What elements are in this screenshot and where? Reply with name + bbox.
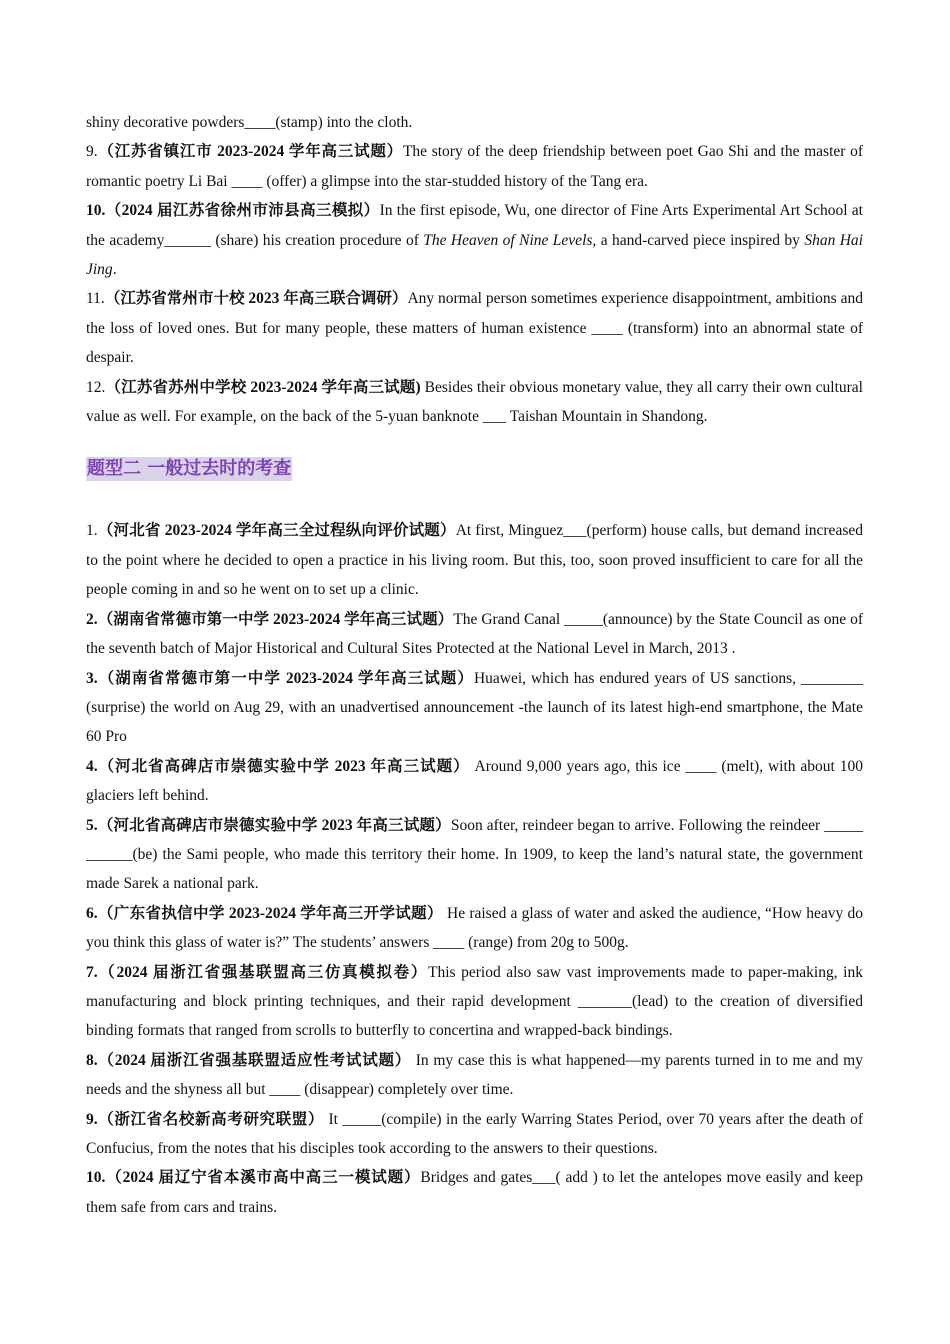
question-source: （浙江省名校新高考研究联盟）: [97, 1110, 325, 1128]
question-item: [86, 1046, 863, 1105]
question-source: （湖南省常德市第一中学 2023-2024 学年高三试题）: [97, 669, 474, 687]
question-item: [86, 811, 863, 899]
question-source: （江苏省常州市十校 2023 年高三联合调研）: [104, 290, 408, 308]
question-number: 6.: [86, 904, 98, 922]
question-text: , a hand-carved piece inspired by: [592, 231, 805, 249]
question-item: [86, 1163, 863, 1222]
question-item: [86, 373, 863, 432]
question-item: [86, 1105, 863, 1164]
question-text: It _____(compile) in the early Warring States Period, over 70 years after the death of Confucius, from the notes that his disciples took according to the answers to their questions.: [86, 1110, 863, 1157]
question-source: （江苏省镇江市 2023-2024 学年高三试题）: [97, 143, 403, 161]
question-number: 11.: [86, 290, 105, 308]
question-item: [86, 752, 863, 811]
question-number: 4.: [86, 757, 98, 775]
work-title: Shan Hai Jing: [86, 231, 863, 279]
question-number: 3.: [86, 669, 98, 687]
question-text: Besides their obvious monetary value, they all carry their own cultural value as well. For example, on the back of the 5-yuan banknote ___ Taishan Mountain in Shandong.: [86, 378, 863, 426]
question-source: （2024 届辽宁省本溪市高中高三一模试题）: [105, 1169, 421, 1187]
question-number: 9.: [86, 1110, 98, 1128]
question-text: Any normal person sometimes experience disappointment, ambitions and the loss of loved ones. But for many people, these matters of human existence ____ (transform) into an abnormal state of despair.: [86, 290, 863, 367]
question-text: Around 9,000 years ago, this ice ____ (melt), with about 100 glaciers left behind.: [86, 757, 863, 805]
question-text: Soon after, reindeer began to arrive. Following the reindeer _____ ______(be) the Sami people, who made this territory their home. In 1909, to keep the land’s natural state, the government made Sarek a national park.: [86, 816, 863, 893]
question-number: 2.: [86, 610, 98, 628]
question-source: （2024 届江苏省徐州市沛县高三模拟）: [105, 202, 380, 220]
question-number: 8.: [86, 1051, 98, 1069]
question-item: [86, 605, 863, 664]
question-text: The Grand Canal _____(announce) by the State Council as one of the seventh batch of Major Historical and Cultural Sites Protected at the National Level in March, 2013 .: [86, 610, 863, 658]
question-text: Bridges and gates___( add ) to let the antelopes move easily and keep them safe from cars and trains.: [86, 1169, 863, 1216]
question-number: 5.: [86, 816, 98, 834]
question-text: This period also saw vast improvements made to paper-making, ink manufacturing and block printing techniques, and their rapid development _______(lead) to the creation of diversified binding formats that ranged from scrolls to butterfly to concertina and wrapped-back bindings.: [86, 963, 863, 1040]
document-content: [86, 108, 863, 1222]
section-title: 题型二 一般过去时的考查: [87, 458, 292, 480]
question-number: 1.: [86, 522, 98, 540]
question-number: 10.: [86, 1169, 106, 1187]
question-number: 9.: [86, 143, 98, 161]
question-item: [86, 958, 863, 1046]
question-text: In the first episode, Wu, one director of Fine Arts Experimental Art School at the academy______ (share) his creation procedure of: [86, 202, 863, 249]
question-text: At first, Minguez___(perform) house calls, but demand increased to the point where he decided to open a practice in his living room. But this, too, soon proved insufficient to care for all the people coming in and so he went on to set up a clinic.: [86, 522, 863, 599]
question-source: （河北省高碑店市崇德实验中学 2023 年高三试题）: [97, 816, 451, 834]
question-source: （2024 届浙江省强基联盟高三仿真模拟卷）: [97, 963, 428, 981]
question-source: （2024 届浙江省强基联盟适应性考试试题）: [97, 1051, 412, 1069]
question-number: 12.: [86, 378, 106, 396]
question-source: （湖南省常德市第一中学 2023-2024 学年高三试题）: [97, 610, 454, 628]
question-item: [86, 664, 863, 752]
question-number: 7.: [86, 963, 98, 981]
question-item: [86, 137, 863, 196]
question-text: Huawei, which has endured years of US sanctions, ________ (surprise) the world on Aug 29, with an unadvertised announcement -the launch of its latest high-end smartphone, the Mate 60 Pro: [86, 669, 863, 746]
question-number: 10.: [86, 202, 106, 220]
question-source: （河北省高碑店市崇德实验中学 2023 年高三试题）: [97, 757, 470, 775]
question-source: （江苏省苏州中学校 2023-2024 学年高三试题): [105, 378, 421, 396]
question-text: .: [112, 261, 117, 279]
question-text: He raised a glass of water and asked the audience, “How heavy do you think this glass of water is?” The students’ answers ____ (range) from 20g to 500g.: [86, 904, 863, 952]
work-title: The Heaven of Nine Levels: [423, 231, 593, 249]
question-text: shiny decorative powders____(stamp) into the cloth.: [86, 114, 413, 131]
question-item: [86, 284, 863, 372]
question-item: [86, 516, 863, 604]
question-source: （河北省 2023-2024 学年高三全过程纵向评价试题）: [97, 522, 456, 540]
question-item: [86, 108, 863, 137]
section-heading: [86, 457, 863, 482]
question-text: The story of the deep friendship between poet Gao Shi and the master of romantic poetry Li Bai ____ (offer) a glimpse into the star-studded history of the Tang era.: [86, 143, 863, 190]
question-item: [86, 899, 863, 958]
question-source: （广东省执信中学 2023-2024 学年高三开学试题）: [97, 904, 443, 922]
question-text: In my case this is what happened—my parents turned in to me and my needs and the shyness all but ____ (disappear) completely over time.: [86, 1051, 863, 1099]
question-item: [86, 196, 863, 284]
